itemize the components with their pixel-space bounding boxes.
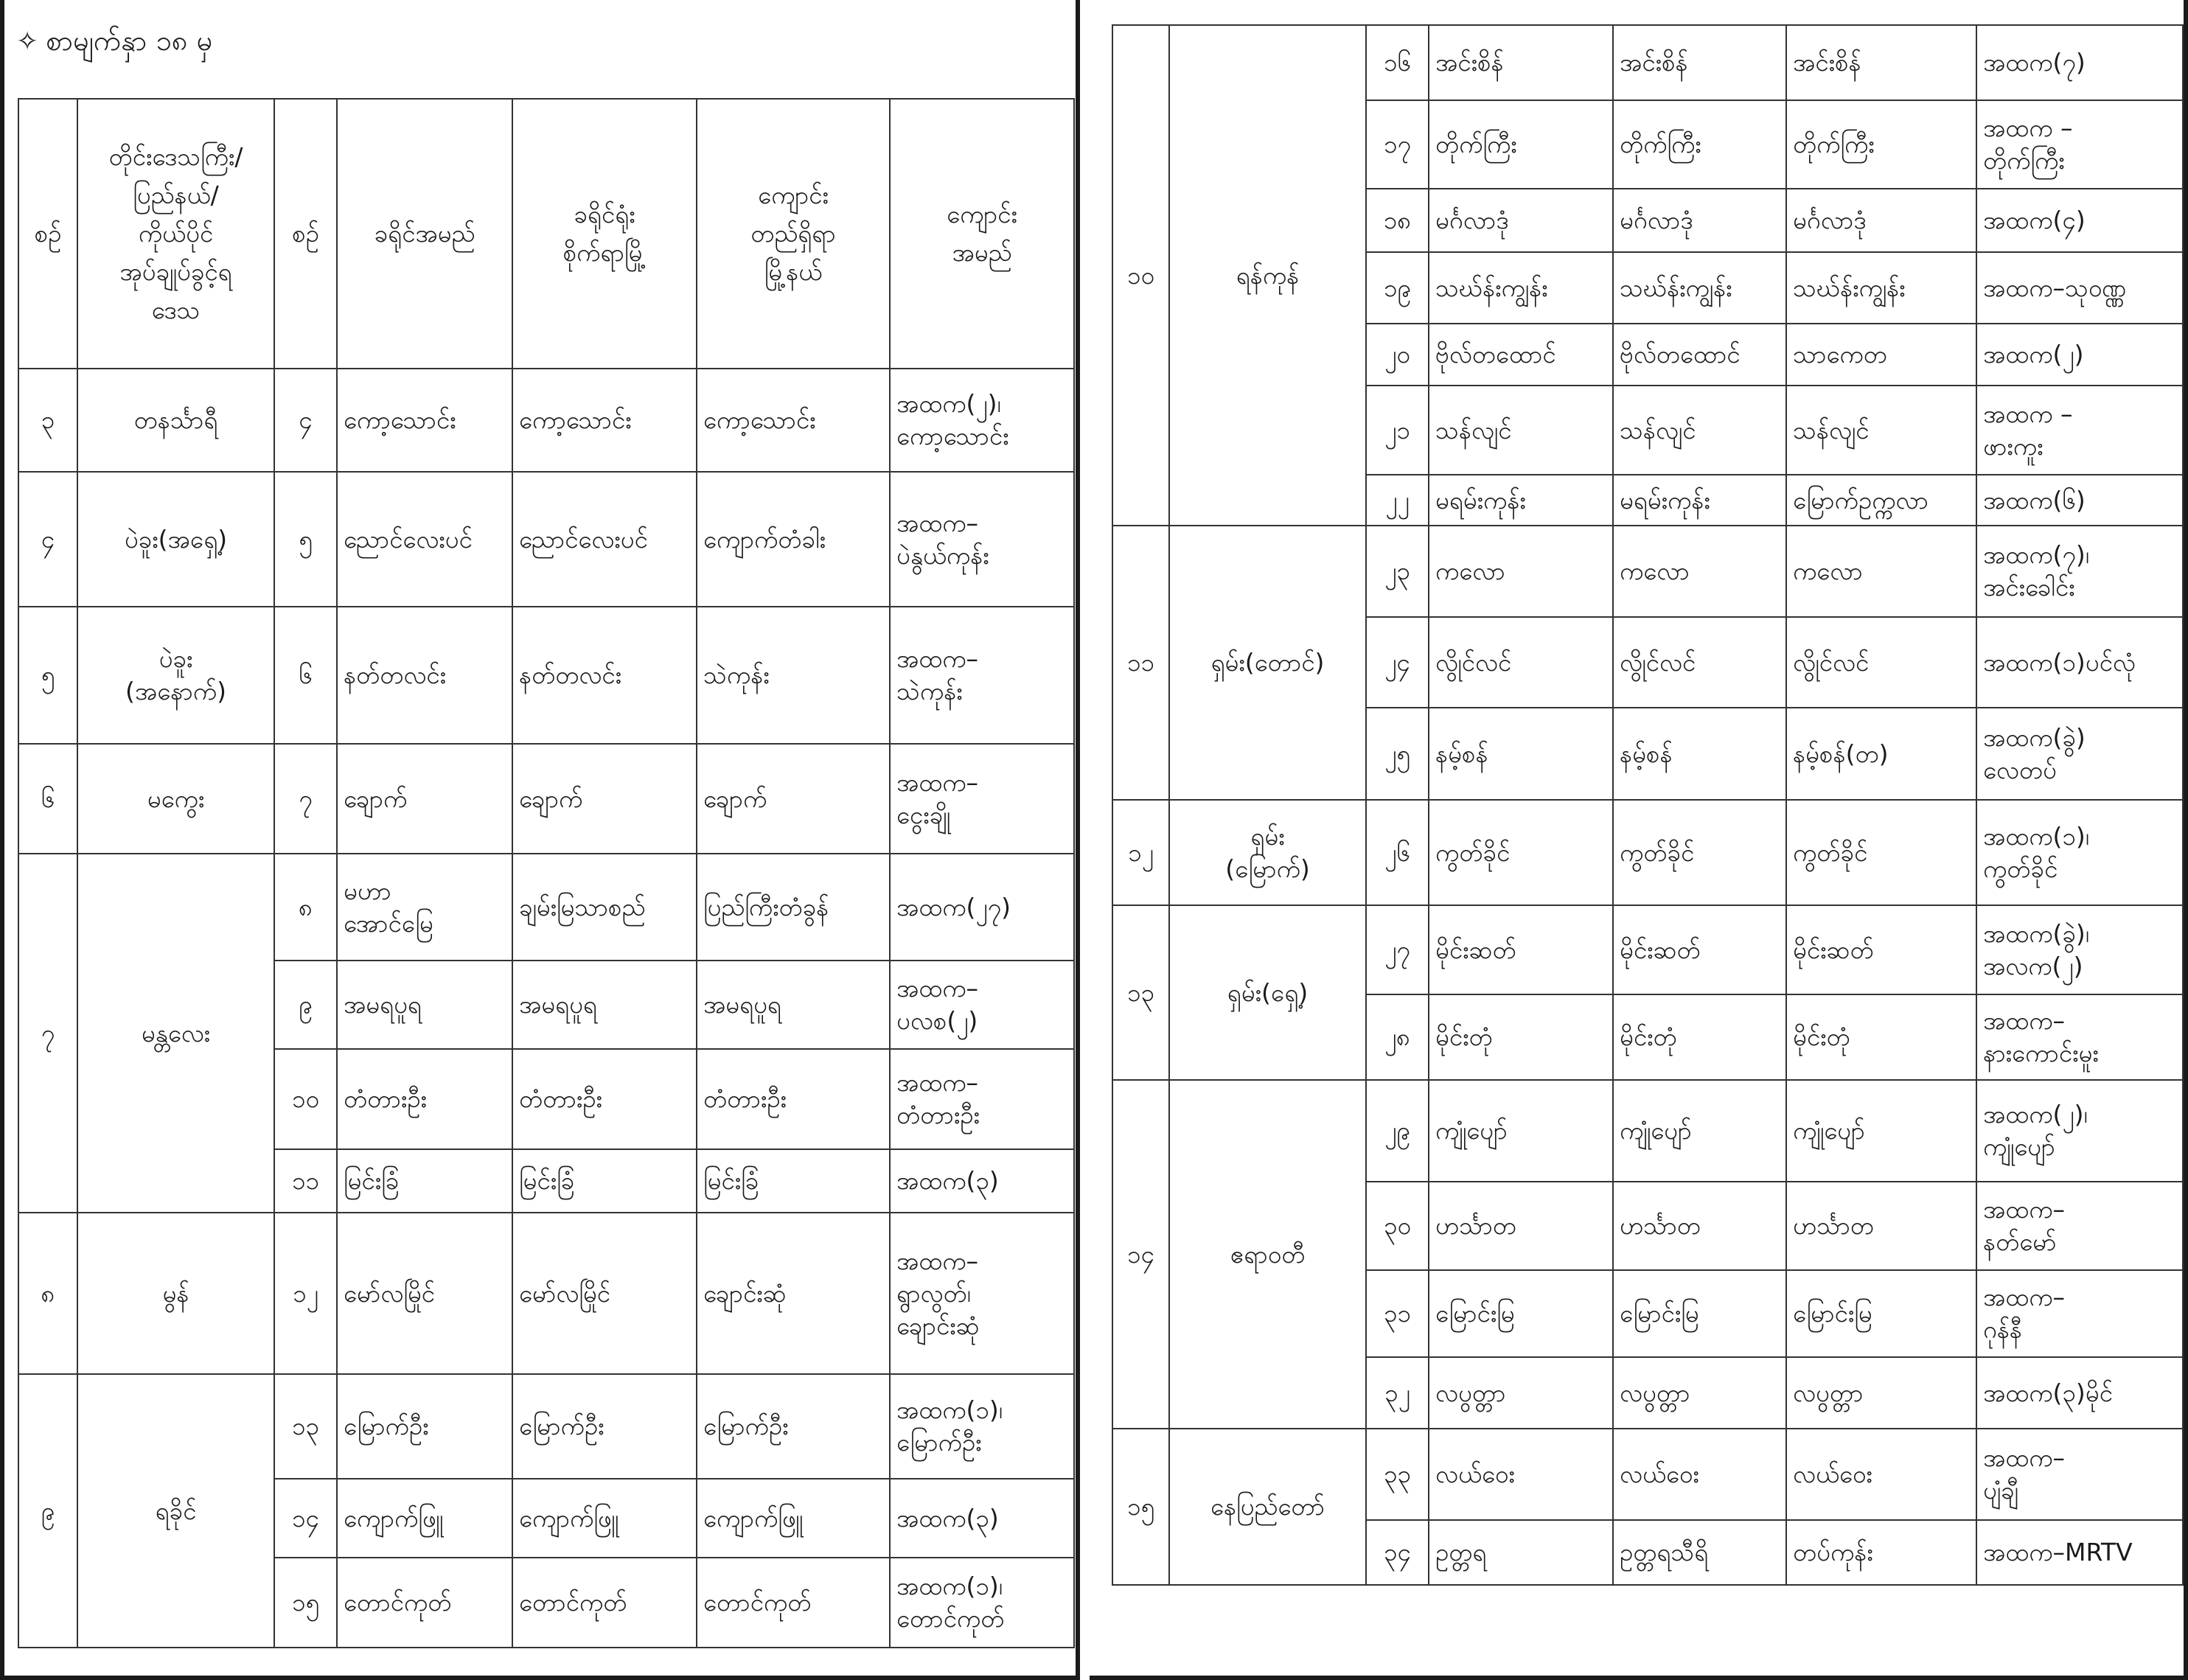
region-serial-cell: ၁၅ [1112,1429,1169,1585]
table-header-row [18,99,1074,369]
district-name-cell [337,1374,512,1479]
school-name-cell [890,472,1074,607]
district-office-town-cell: ကလော [1613,526,1786,617]
school-township-cell: ချောင်းဆုံ [697,1213,890,1374]
school-township-cell: အင်းစိန် [1786,25,1976,100]
school-name-cell [1976,1182,2183,1270]
region-name-cell [1169,1080,1366,1429]
school-township-cell: မြင်းခြံ [697,1149,890,1213]
school-name-cell [1976,800,2183,905]
school-name-cell [1976,617,2183,708]
school-township-cell: တိုက်ကြီး [1786,100,1976,189]
district-office-town-cell: နမ့်စန် [1613,708,1786,800]
district-name-cell [337,1558,512,1648]
school-name-line: အထက– [1983,1283,2065,1311]
school-township-cell: သဃ်န်းကျွန်း [1786,252,1976,324]
continued-from-header [16,22,212,60]
district-name-line: တောင်ကုတ် [344,1588,452,1617]
school-name-line: အထက(၆) [1983,485,2086,515]
school-township-cell: မြောက်ဥက္ကလာ [1786,475,1976,526]
school-township-cell: သဲကုန်း [697,607,890,744]
region-name-cell [77,744,274,854]
district-office-town-cell: လပွတ္တာ [1613,1357,1786,1429]
school-name-cell [1976,386,2183,475]
district-name-cell [337,1213,512,1374]
district-serial-cell: ၃၁ [1366,1270,1429,1357]
school-township-cell: ကော့သောင်း [697,369,890,472]
district-name-cell: သဃ်န်းကျွန်း [1429,252,1613,324]
school-township-cell: တောင်ကုတ် [697,1558,890,1648]
school-name-line: သဲကုန်း [896,677,963,705]
school-name-line: တံတားဦး [896,1101,980,1129]
district-serial-cell: ၁၉ [1366,252,1429,324]
school-name-line: အထက(၃)မိုင် [1983,1378,2113,1407]
header-region: တိုင်းဒေသကြီး/ ပြည်နယ်/ ကိုယ်ပိုင် အုပ်ချုပ်ခွင့်ရ ဒေသ [77,99,274,369]
region-serial-cell: ၇ [18,854,77,1213]
school-township-cell: ဟင်္သာတ [1786,1182,1976,1270]
district-serial-cell: ၃၃ [1366,1429,1429,1520]
district-name-line: မော်လမြိုင် [344,1278,435,1308]
district-office-town-cell: သန်လျင် [1613,386,1786,475]
school-name-line: အထက(၃) [896,1503,999,1533]
region-name-cell [77,369,274,472]
school-name-cell [1976,1357,2183,1429]
table-row [1112,905,2183,994]
district-name-line: အမရပူရ [344,990,422,1019]
school-township-cell: ပြည်ကြီးတံခွန် [697,854,890,961]
school-name-line: အထက(၇)၊ [1983,540,2090,569]
school-name-line: ဂုန်နီ [1983,1315,2023,1344]
district-name-cell: မိုင်းဆတ် [1429,905,1613,994]
district-name-line: နတ်တလင်း [344,661,446,689]
region-name-cell [77,1374,274,1648]
district-office-town-cell: ကျုံပျော် [1613,1080,1786,1182]
district-name-cell [337,1049,512,1149]
school-name-cell [890,1213,1074,1374]
school-name-line: အလက(၂) [1983,951,2083,980]
school-township-cell: ကျောက်ဖြူ [697,1479,890,1558]
school-name-line: အထက– [896,1246,978,1275]
region-name-line: ရှမ်း(တောင်) [1210,648,1325,677]
district-office-town-cell: ဗိုလ်တထောင် [1613,324,1786,386]
school-name-line: ပလစ(၂) [896,1006,978,1035]
district-name-cell: ကလော [1429,526,1613,617]
left-school-table [18,98,1075,1648]
district-serial-cell: ၂၂ [1366,475,1429,526]
school-name-cell [1976,905,2183,994]
district-name-line: အောင်မြေ [344,908,433,938]
school-name-line: ကွတ်ခိုင် [1983,854,2058,883]
district-office-town-cell: ကျောက်ဖြူ [512,1479,697,1558]
school-township-cell: မြောက်ဦး [697,1374,890,1479]
school-name-cell [890,744,1074,854]
table-row [1112,25,2183,100]
district-serial-cell: ၁၃ [274,1374,337,1479]
school-name-line: ငွေးချို [896,800,951,829]
school-name-line: အထက(၂၇) [896,892,1011,921]
district-name-line: ကျောက်ဖြူ [344,1503,444,1533]
region-name-cell [77,607,274,744]
district-name-cell [337,961,512,1049]
header-serial-region: စဉ် [18,99,77,369]
header-serial-district: စဉ် [274,99,337,369]
district-serial-cell: ၂၀ [1366,324,1429,386]
district-name-line: မြောက်ဦး [344,1412,429,1440]
school-name-line: အထက(၂)၊ [1983,1100,2088,1129]
school-name-line: အထက–သုဝဏ္ဏ [1983,273,2127,302]
district-serial-cell: ၂၉ [1366,1080,1429,1182]
school-name-cell [1976,1080,2183,1182]
district-name-cell: လွိုင်လင် [1429,617,1613,708]
school-name-line: အထက(ခွဲ)၊ [1983,919,2090,948]
continued-from-text: စာမျက်နှာ ၁၈ မှ [46,24,213,57]
school-name-cell [890,607,1074,744]
school-name-line: ရွာလွတ်၊ [896,1278,971,1308]
region-name-line: ရန်ကုန် [1236,260,1300,290]
table-row [18,369,1074,472]
table-row [18,1213,1074,1374]
region-name-cell [77,1213,274,1374]
school-name-line: အထက(၁)ပင်လုံ [1983,647,2136,677]
table-row [1112,1080,2183,1182]
district-serial-cell: ၁၅ [274,1558,337,1648]
district-office-town-cell: နတ်တလင်း [512,607,697,744]
district-name-cell: တိုက်ကြီး [1429,100,1613,189]
district-serial-cell: ၁၇ [1366,100,1429,189]
school-name-cell [1976,25,2183,100]
school-name-line: နားကောင်းမူး [1983,1039,2099,1067]
district-office-town-cell: အမရပူရ [512,961,697,1049]
school-name-line: အထက(၁)၊ [896,1572,1003,1600]
district-name-line: ချောက် [344,784,408,813]
district-serial-cell: ၂၈ [1366,994,1429,1080]
district-serial-cell: ၁၆ [1366,25,1429,100]
district-office-town-cell: မော်လမြိုင် [512,1213,697,1374]
school-township-cell: သန်လျင် [1786,386,1976,475]
school-township-cell: ကျောက်တံခါး [697,472,890,607]
district-office-town-cell: လွိုင်လင် [1613,617,1786,708]
school-name-line: နတ်မော် [1983,1227,2057,1256]
school-name-line: အင်းခေါင်း [1983,573,2075,602]
district-serial-cell: ၅ [274,472,337,607]
district-name-cell [337,1149,512,1213]
region-name-line: ရှမ်း(ရှေ့) [1227,977,1309,1007]
district-office-town-cell: မင်္ဂလာဒုံ [1613,189,1786,252]
district-name-cell [337,369,512,472]
region-serial-cell: ၈ [18,1213,77,1374]
district-office-town-cell: ချောက် [512,744,697,854]
school-name-cell [1976,100,2183,189]
school-name-line: မြောက်ဦး [896,1428,982,1457]
school-name-cell [890,1049,1074,1149]
district-office-town-cell: မြောင်းမြ [1613,1270,1786,1357]
region-name-line: (မြောက်) [1225,854,1310,883]
school-name-line: လေတပ် [1983,755,2057,784]
school-name-line: အထက(၄) [1983,206,2086,234]
district-office-town-cell: ချမ်းမြသာစည် [512,854,697,961]
school-township-cell: ကွတ်ခိုင် [1786,800,1976,905]
school-township-cell: တံတားဦး [697,1049,890,1149]
school-name-line: ပဲနွယ်ကုန်း [896,540,989,570]
district-serial-cell: ၁၁ [274,1149,337,1213]
region-name-line: ပဲခူး(အရှေ့) [124,524,228,554]
school-name-line: အထက(၂) [1983,340,2084,369]
region-name-cell [1169,905,1366,1080]
table-row [1112,526,2183,617]
district-serial-cell: ၂၅ [1366,708,1429,800]
header-office-town: ခရိုင်ရုံး စိုက်ရာမြို့ [512,99,697,369]
region-name-line: နေပြည်တော် [1210,1492,1325,1521]
region-name-line: မကွေး [147,784,205,813]
region-serial-cell: ၁၄ [1112,1080,1169,1429]
school-name-line: တောင်ကုတ် [896,1604,1005,1633]
district-office-town-cell: မိုင်းဆတ် [1613,905,1786,994]
region-name-line: (အနောက်) [125,677,226,705]
right-table-body [1112,25,2183,1585]
school-township-cell: ကျုံပျော် [1786,1080,1976,1182]
left-table-body [18,369,1074,1648]
school-name-cell [890,1149,1074,1213]
district-office-town-cell: ဟင်္သာတ [1613,1182,1786,1270]
table-row [1112,1429,2183,1520]
region-name-cell [1169,25,1366,526]
district-name-cell: ကျုံပျော် [1429,1080,1613,1182]
school-township-cell: မြောင်းမြ [1786,1270,1976,1357]
district-serial-cell: ၃၄ [1366,1520,1429,1585]
school-name-cell [1976,475,2183,526]
district-office-town-cell: ဥတ္တရသီရိ [1613,1520,1786,1585]
district-name-line: မဟာ [344,876,391,905]
district-name-cell [337,1479,512,1558]
district-office-town-cell: မရမ်းကုန်း [1613,475,1786,526]
district-serial-cell: ၁၈ [1366,189,1429,252]
region-name-cell [77,472,274,607]
school-name-cell [890,369,1074,472]
table-row [18,472,1074,607]
table-row [18,607,1074,744]
school-name-cell [1976,324,2183,386]
header-district: ခရိုင်အမည် [337,99,512,369]
district-name-cell [337,854,512,961]
school-name-line: တိုက်ကြီး [1983,146,2065,175]
region-name-cell [1169,1429,1366,1585]
school-name-line: အထက– [896,974,978,1003]
school-name-cell [890,1479,1074,1558]
district-office-town-cell: တောင်ကုတ် [512,1558,697,1648]
district-office-town-cell: ကွတ်ခိုင် [1613,800,1786,905]
district-name-cell: မြောင်းမြ [1429,1270,1613,1357]
district-office-town-cell: တံတားဦး [512,1049,697,1149]
school-name-line: အထက– [896,508,978,537]
district-name-line: မြင်းခြံ [344,1166,400,1195]
school-township-cell: မင်္ဂလာဒုံ [1786,189,1976,252]
district-office-town-cell: သဃ်န်းကျွန်း [1613,252,1786,324]
school-name-line: အထက–MRTV [1983,1538,2133,1566]
district-name-cell: နမ့်စန် [1429,708,1613,800]
region-name-line: မန္တလေး [141,1018,211,1048]
school-name-cell [1976,526,2183,617]
header-township: ကျောင်း တည်ရှိရာ မြို့နယ် [697,99,890,369]
district-serial-cell: ၁၂ [274,1213,337,1374]
region-serial-cell: ၁၃ [1112,905,1169,1080]
school-township-cell: တပ်ကုန်း [1786,1520,1976,1585]
district-name-line: ကော့သောင်း [344,405,456,434]
school-name-cell [1976,1520,2183,1585]
district-serial-cell: ၄ [274,369,337,472]
school-name-cell [1976,189,2183,252]
school-name-cell [890,854,1074,961]
district-name-cell: လယ်ဝေး [1429,1429,1613,1520]
school-township-cell: သာကေတ [1786,324,1976,386]
table-row [18,854,1074,961]
school-name-line: ကော့သောင်း [896,422,1009,450]
district-office-town-cell: လယ်ဝေး [1613,1429,1786,1520]
school-name-line: အထက(၁)၊ [896,1395,1003,1424]
school-name-cell [1976,1270,2183,1357]
school-name-line: အထက(၃) [896,1166,999,1195]
district-serial-cell: ၂၄ [1366,617,1429,708]
district-serial-cell: ၇ [274,744,337,854]
district-office-town-cell: မြင်းခြံ [512,1149,697,1213]
district-serial-cell: ၃၂ [1366,1357,1429,1429]
region-serial-cell: ၁၂ [1112,800,1169,905]
district-serial-cell: ၃၀ [1366,1182,1429,1270]
school-township-cell: မိုင်းတုံ [1786,994,1976,1080]
district-serial-cell: ၂၆ [1366,800,1429,905]
school-name-line: အထက– [896,1068,978,1097]
table-row [18,1374,1074,1479]
district-name-cell: ဟင်္သာတ [1429,1182,1613,1270]
region-name-cell [1169,526,1366,800]
district-office-town-cell: ညောင်လေးပင် [512,472,697,607]
region-name-line: ရခိုင် [155,1496,197,1525]
district-serial-cell: ၁၄ [274,1479,337,1558]
school-township-cell: အမရပူရ [697,961,890,1049]
district-office-town-cell: တိုက်ကြီး [1613,100,1786,189]
school-name-line: အထက– [1983,1443,2065,1472]
region-serial-cell: ၄ [18,472,77,607]
district-name-cell: မရမ်းကုန်း [1429,475,1613,526]
district-office-town-cell: အင်းစိန် [1613,25,1786,100]
school-name-line: အထက – [1983,399,2073,428]
school-name-cell [1976,1429,2183,1520]
district-serial-cell: ၆ [274,607,337,744]
region-name-line: ရှမ်း [1250,821,1285,851]
school-name-line: ချောင်းဆုံ [896,1311,980,1340]
school-name-line: အထက– [1983,1195,2065,1224]
school-name-line: အထက– [1983,1006,2065,1035]
region-serial-cell: ၁၁ [1112,526,1169,800]
region-serial-cell: ၁၀ [1112,25,1169,526]
district-name-cell: ဥတ္တရ [1429,1520,1613,1585]
school-name-line: ကျုံပျော် [1983,1132,2055,1161]
school-name-line: ဖားကူး [1983,431,2044,461]
region-name-line: တနင်္သာရီ [133,405,218,434]
district-office-town-cell: မြောက်ဦး [512,1374,697,1479]
school-name-cell [890,961,1074,1049]
school-township-cell: ချောက် [697,744,890,854]
region-name-cell [1169,800,1366,905]
school-name-line: အထက– [896,767,978,797]
region-serial-cell: ၅ [18,607,77,744]
table-row [1112,800,2183,905]
district-name-cell: မိုင်းတုံ [1429,994,1613,1080]
school-township-cell: ကလော [1786,526,1976,617]
district-serial-cell: ၂၁ [1366,386,1429,475]
school-name-cell [1976,708,2183,800]
school-name-line: အထက(၇) [1983,48,2086,77]
region-name-line: ဧရာဝတီ [1230,1239,1306,1269]
region-serial-cell: ၃ [18,369,77,472]
school-name-line: အထက(၂)၊ [896,389,1001,418]
region-name-line: ပဲခူး [158,644,193,673]
school-township-cell: လယ်ဝေး [1786,1429,1976,1520]
district-name-cell: ကွတ်ခိုင် [1429,800,1613,905]
region-name-cell [77,854,274,1213]
table-row [18,744,1074,854]
school-name-cell [1976,994,2183,1080]
school-township-cell: လွိုင်လင် [1786,617,1976,708]
district-serial-cell: ၂၃ [1366,526,1429,617]
school-township-cell: နမ့်စန်(တ) [1786,708,1976,800]
school-name-line: ပျံချီ [1983,1476,2018,1505]
school-name-line: အထက(၁)၊ [1983,821,2090,851]
district-office-town-cell: ကော့သောင်း [512,369,697,472]
district-name-cell: မင်္ဂလာဒုံ [1429,189,1613,252]
school-name-cell [890,1374,1074,1479]
district-serial-cell: ၉ [274,961,337,1049]
district-serial-cell: ၁၀ [274,1049,337,1149]
school-name-line: အထက(ခွဲ) [1983,722,2086,752]
district-name-line: တံတားဦး [344,1084,427,1113]
district-name-cell: လပွတ္တာ [1429,1357,1613,1429]
region-serial-cell: ၉ [18,1374,77,1648]
district-serial-cell: ၂၇ [1366,905,1429,994]
school-township-cell: လပွတ္တာ [1786,1357,1976,1429]
district-name-cell: အင်းစိန် [1429,25,1613,100]
district-name-cell: သန်လျင် [1429,386,1613,475]
school-name-cell [1976,252,2183,324]
district-name-line: ညောင်လေးပင် [344,524,473,554]
district-serial-cell: ၈ [274,854,337,961]
school-township-cell: မိုင်းဆတ် [1786,905,1976,994]
district-office-town-cell: မိုင်းတုံ [1613,994,1786,1080]
school-name-line: အထက– [896,644,978,673]
region-name-line: မွန် [162,1278,189,1308]
district-name-cell [337,744,512,854]
district-name-cell [337,472,512,607]
header-school-name: ကျောင်း အမည် [890,99,1074,369]
sparkle-icon: ✧ [16,27,39,57]
district-name-cell [337,607,512,744]
region-serial-cell: ၆ [18,744,77,854]
school-name-cell [890,1558,1074,1648]
right-school-table [1112,24,2184,1586]
district-name-cell: ဗိုလ်တထောင် [1429,324,1613,386]
school-name-line: အထက – [1983,114,2073,142]
